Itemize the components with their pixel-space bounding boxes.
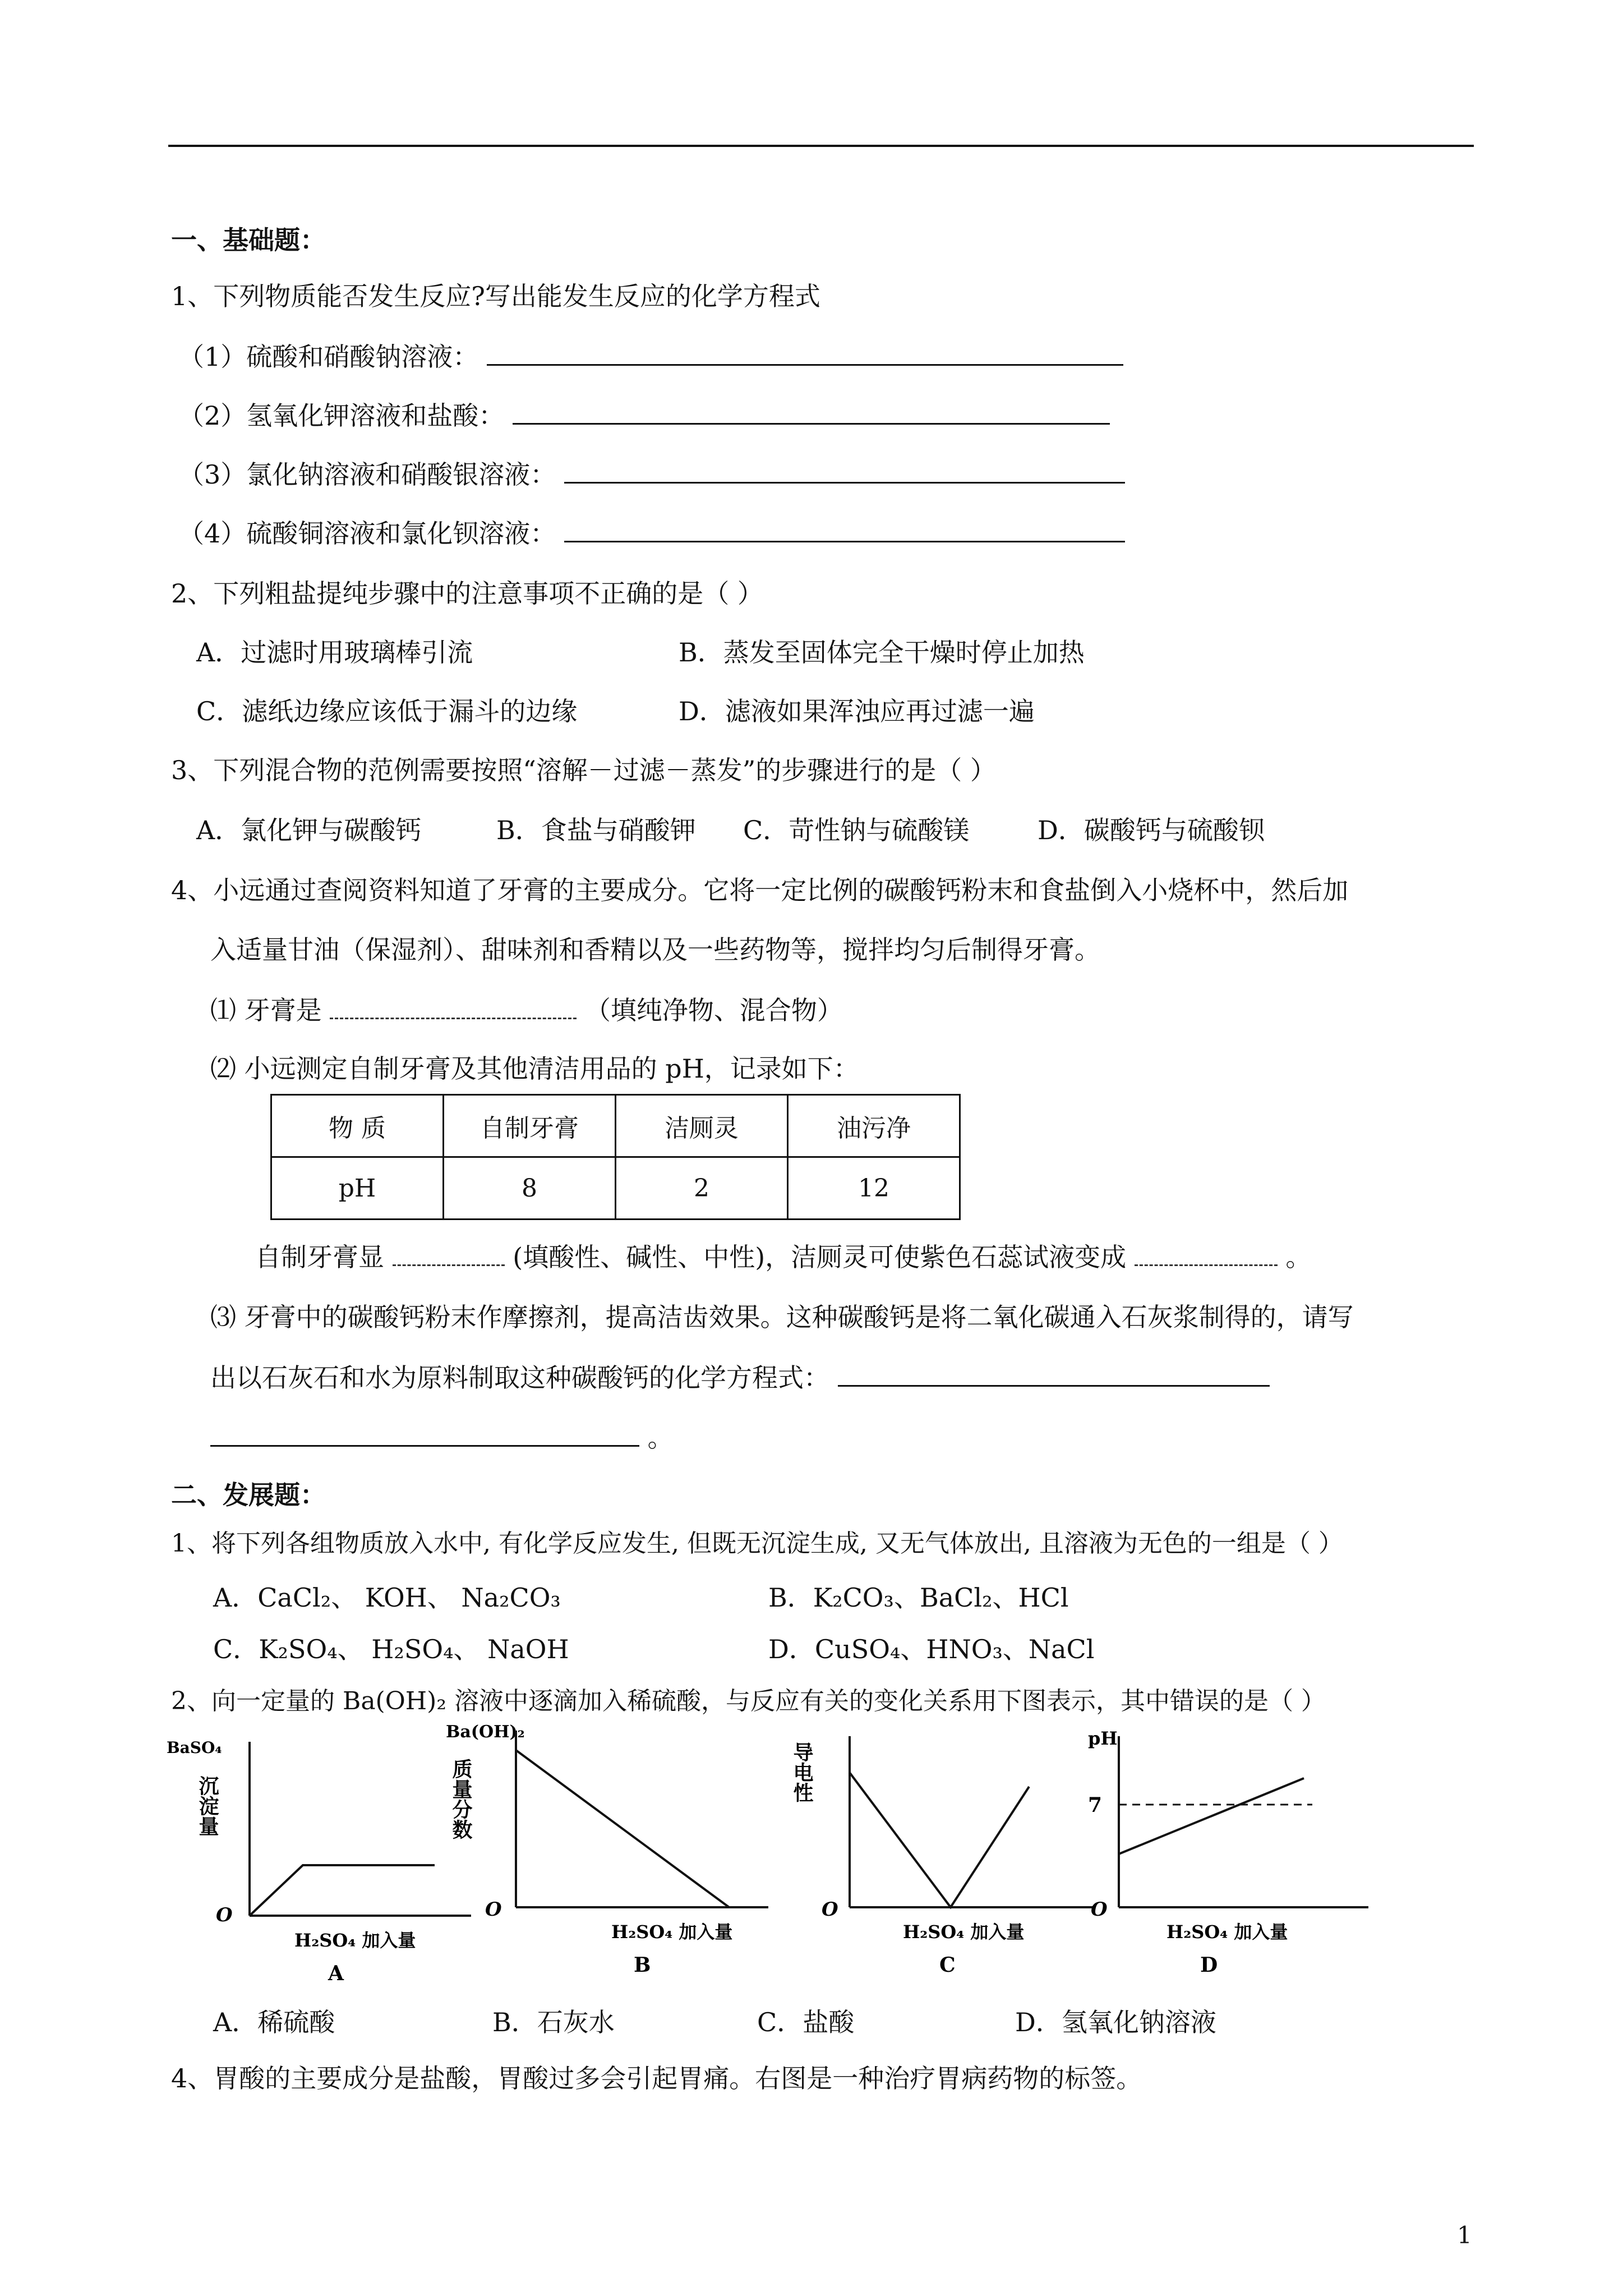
q1-item-1-answer-blank[interactable]	[487, 339, 1123, 366]
q4-part1-hint: （填纯净物、混合物）	[584, 995, 843, 1025]
q4-part3-label: 出以石灰石和水为原料制取这种碳酸钙的化学方程式：	[210, 1363, 829, 1393]
q2-option-a[interactable]: A．过滤时用玻璃棒引流	[196, 637, 473, 668]
graph-b	[443, 1722, 780, 1996]
graph-c-svg	[791, 1725, 1105, 1994]
q4-part2-fill-mid: (填酸性、碱性、中性)，洁厕灵可使紫色石蕊试液变成	[513, 1242, 1127, 1272]
graph-c	[791, 1725, 1105, 1996]
q1-item-2	[178, 398, 1110, 432]
table-header-cell: 自制牙膏	[444, 1095, 616, 1157]
graph-a-svg	[160, 1725, 474, 1994]
graph-b-caption: B	[634, 1953, 651, 1977]
graph-d-origin: O	[1091, 1898, 1108, 1921]
q4-part3-line1: ⑶ 牙膏中的碳酸钙粉末作摩擦剂，提高洁齿效果。这种碳酸钙是将二氧化碳通入石灰浆制得的，请写	[210, 1302, 1354, 1332]
s2q2-stem: 2、向一定量的 Ba(OH)₂ 溶液中逐滴加入稀硫酸，与反应有关的变化关系用下图表示，其中错误的是（ ）	[171, 1687, 1326, 1715]
s2q2-option-c[interactable]: C．盐酸	[757, 2007, 855, 2037]
q4-part3-equation-blank[interactable]	[838, 1360, 1270, 1387]
table-header-cell: 洁厕灵	[616, 1095, 788, 1157]
graph-d-svg	[1088, 1725, 1402, 1994]
q1-item-1-label: （1）硫酸和硝酸钠溶液：	[178, 342, 479, 372]
graph-d-xlabel: H₂SO₄ 加入量	[1166, 1921, 1288, 1943]
q4-part2: ⑵ 小远测定自制牙膏及其他清洁用品的 pH，记录如下：	[210, 1053, 859, 1084]
s2q1-option-c[interactable]: C．K₂SO₄、 H₂SO₄、 NaOH	[213, 1634, 569, 1664]
s2q2-option-d[interactable]: D．氢氧化钠溶液	[1015, 2007, 1216, 2037]
graph-b-ylabel: 质量分数	[449, 1759, 473, 1839]
graph-b-origin: O	[485, 1898, 502, 1921]
s2q2-option-b[interactable]: B．石灰水	[492, 2007, 615, 2037]
graph-b-curve	[516, 1750, 729, 1907]
section1-title: 一、基础题：	[171, 225, 326, 255]
q1-item-2-label: （2）氢氧化钾溶液和盐酸：	[178, 401, 505, 431]
q4-part2-fill	[255, 1240, 1311, 1274]
s2q2-option-a[interactable]: A．稀硫酸	[213, 2007, 335, 2037]
graph-c-ylabel: 导电性	[790, 1742, 814, 1802]
litmus-color-blank[interactable]	[1135, 1240, 1278, 1266]
q4-stem-line1: 4、小远通过查阅资料知道了牙膏的主要成分。它将一定比例的碳酸钙粉末和食盐倒入小烧杯中，然后加	[171, 875, 1349, 905]
graph-b-svg	[443, 1722, 780, 1994]
graph-d-tick-7: 7	[1088, 1793, 1103, 1817]
graph-c-caption: C	[939, 1953, 956, 1977]
q2-stem: 2、下列粗盐提纯步骤中的注意事项不正确的是（ ）	[171, 578, 763, 609]
q1-item-3-answer-blank[interactable]	[564, 457, 1125, 484]
graph-a-curve	[250, 1865, 435, 1916]
toothpaste-acidity-blank[interactable]	[393, 1240, 505, 1266]
section2-title: 二、发展题：	[171, 1480, 326, 1510]
q1-item-1	[178, 339, 1123, 374]
q4-stem-line2: 入适量甘油（保湿剂）、甜味剂和香精以及一些药物等，搅拌均匀后制得牙膏。	[210, 935, 1100, 965]
q1-stem: 1、下列物质能否发生反应?写出能发生反应的化学方程式	[171, 281, 820, 311]
q1-item-2-answer-blank[interactable]	[513, 398, 1110, 425]
q1-item-4-label: （4）硫酸铜溶液和氯化钡溶液：	[178, 518, 556, 549]
q4-part1-answer-blank[interactable]	[330, 993, 577, 1019]
graph-c-origin: O	[822, 1898, 838, 1921]
q4-part3-line3	[210, 1420, 674, 1455]
graph-a-xlabel: H₂SO₄ 加入量	[294, 1930, 416, 1951]
table-cell: 2	[616, 1157, 788, 1220]
q1-item-4	[178, 516, 1125, 550]
graph-b-ylabel-top: Ba(OH)₂	[446, 1722, 525, 1742]
graph-a-ylabel: 沉淀量	[196, 1775, 219, 1836]
graph-d-caption: D	[1200, 1953, 1218, 1977]
s2q1-option-a[interactable]: A．CaCl₂、 KOH、 Na₂CO₃	[213, 1582, 561, 1613]
q1-item-4-answer-blank[interactable]	[564, 516, 1125, 542]
q2-option-c[interactable]: C．滤纸边缘应该低于漏斗的边缘	[196, 696, 578, 726]
q2-option-d[interactable]: D．滤液如果浑浊应再过滤一遍	[679, 696, 1035, 726]
table-header-cell: 物 质	[271, 1095, 444, 1157]
table-cell: pH	[271, 1157, 444, 1220]
q1-item-3-label: （3）氯化钠溶液和硝酸银溶液：	[178, 459, 556, 490]
table-header-row	[271, 1095, 960, 1157]
q4-part2-fill-label: 自制牙膏显	[255, 1242, 384, 1272]
s2q1-option-d[interactable]: D．CuSO₄、HNO₃、NaCl	[768, 1634, 1095, 1664]
q4-part2-fill-end: 。	[1285, 1242, 1312, 1272]
q3-option-a[interactable]: A．氯化钾与碳酸钙	[196, 815, 422, 845]
ph-table	[270, 1094, 961, 1220]
q4-part3-end: 。	[647, 1423, 674, 1453]
graph-d-ylabel-top: pH	[1088, 1728, 1118, 1749]
table-cell: 12	[788, 1157, 960, 1220]
q3-option-b[interactable]: B．食盐与硝酸钾	[496, 815, 696, 845]
table-row	[271, 1157, 960, 1220]
s2q1-option-b[interactable]: B．K₂CO₃、BaCl₂、HCl	[768, 1582, 1069, 1613]
graph-b-xlabel: H₂SO₄ 加入量	[611, 1921, 733, 1943]
graph-d	[1088, 1725, 1402, 1996]
s2q4-stem: 4、胃酸的主要成分是盐酸，胃酸过多会引起胃痛。右图是一种治疗胃病药物的标签。	[171, 2063, 1142, 2093]
graph-c-curve	[850, 1773, 1029, 1907]
q3-stem: 3、下列混合物的范例需要按照“溶解－过滤－蒸发”的步骤进行的是（ ）	[171, 755, 996, 785]
q4-part3-line2	[210, 1360, 1270, 1395]
q3-option-c[interactable]: C．苛性钠与硫酸镁	[743, 815, 970, 845]
s2q1-stem: 1、将下列各组物质放入水中, 有化学反应发生, 但既无沉淀生成, 又无气体放出, 且溶液为无色的一组是（ ）	[171, 1529, 1343, 1558]
q2-option-b[interactable]: B．蒸发至固体完全干燥时停止加热	[679, 637, 1085, 668]
q3-option-d[interactable]: D．碳酸钙与硫酸钡	[1038, 815, 1265, 845]
graph-a	[160, 1725, 474, 1996]
q4-part1-label: ⑴ 牙膏是	[210, 995, 322, 1025]
graph-c-xlabel: H₂SO₄ 加入量	[903, 1921, 1025, 1943]
header-rule	[168, 145, 1474, 147]
graph-a-origin: O	[216, 1904, 233, 1926]
q4-part3-equation-blank-2[interactable]	[210, 1420, 639, 1447]
page-number: 1	[1457, 2221, 1472, 2249]
q1-item-3	[178, 457, 1125, 491]
graph-d-curve	[1119, 1778, 1304, 1854]
graph-a-caption: A	[328, 1962, 344, 1985]
graph-a-ylabel-top: BaSO₄	[167, 1738, 222, 1757]
table-cell: 8	[444, 1157, 616, 1220]
q4-part1	[210, 993, 843, 1027]
table-header-cell: 油污净	[788, 1095, 960, 1157]
